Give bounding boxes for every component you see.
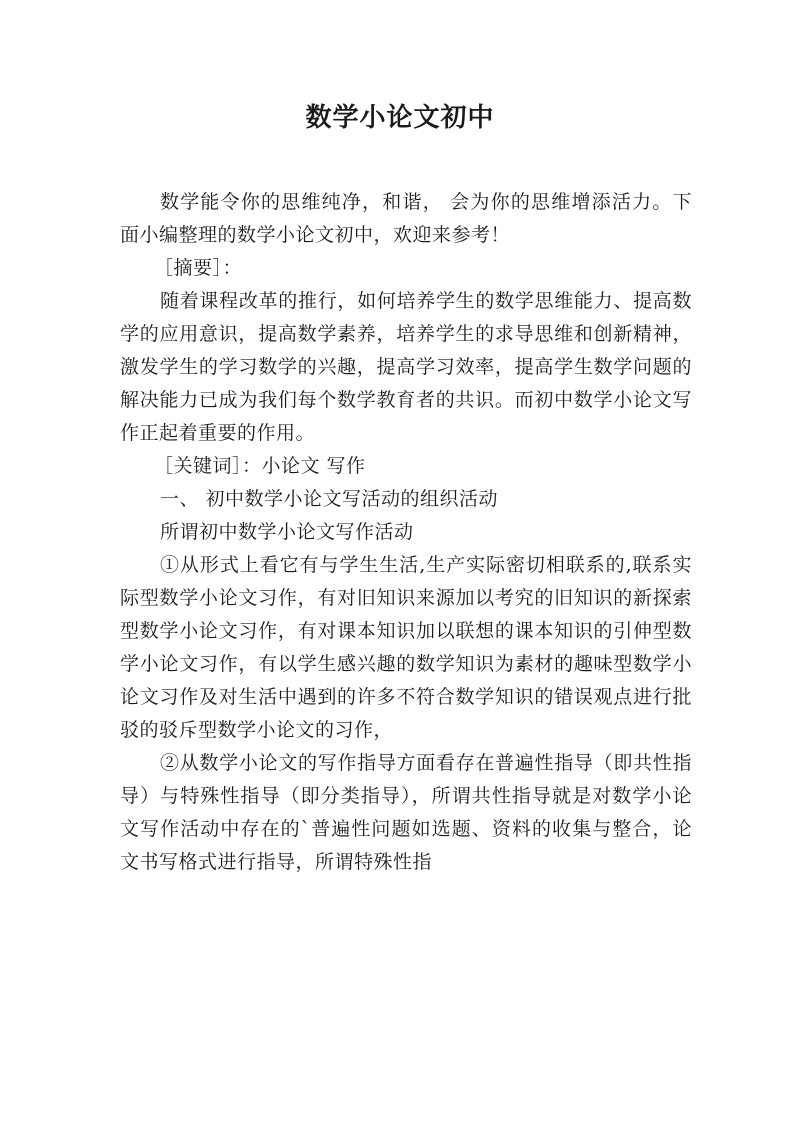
section-heading: 一、 初中数学小论文写活动的组织活动 [160, 488, 499, 510]
point-one-paragraph: ①从形式上看它有与学生生活,生产实际密切相联系的,联系实际型数学小论文习作，有对旧知识来源加以考究的旧知识的新探索型数学小论文习作，有对课本知识加以联想的课本知识的引伸型数学小论文习作，有以学生感兴趣的数学知识为素材的趣味型数学小论文习作及对生活中遇到的许多不符合数学知识的错误观点进行批驳的驳斥型数学小论文的习作， [120, 554, 692, 741]
abstract-heading: ［摘要］： [154, 257, 243, 279]
abstract-paragraph: 随着课程改革的推行，如何培养学生的数学思维能力、提高数学的应用意识，提高数学素养，培养学生的求导思维和创新精神，激发学生的学习数学的兴趣，提高学习效率，提高学生数学问题的解决能力已成为我们每个数学教育者的共识。而初中数学小论文写作正起着重要的作用。 [120, 290, 692, 444]
page-title: 数学小论文初中 [305, 103, 495, 133]
intro-paragraph: 数学能令你的思维纯净，和谐， 会为你的思维增添活力。下面小编整理的数学小论文初中，欢迎来参考！ [120, 191, 692, 246]
keywords-line: ［关键词］：小论文 写作 [154, 455, 366, 477]
document-body [120, 186, 692, 879]
point-two-paragraph: ②从数学小论文的写作指导方面看存在普遍性指导（即共性指导）与特殊性指导（即分类指导），所谓共性指导就是对数学小论文写作活动中存在的`普遍性问题如选题、资料的收集与整合，论文书写格式进行指导，所谓特殊性指 [120, 752, 692, 873]
section-intro: 所谓初中数学小论文写作活动 [160, 521, 414, 543]
